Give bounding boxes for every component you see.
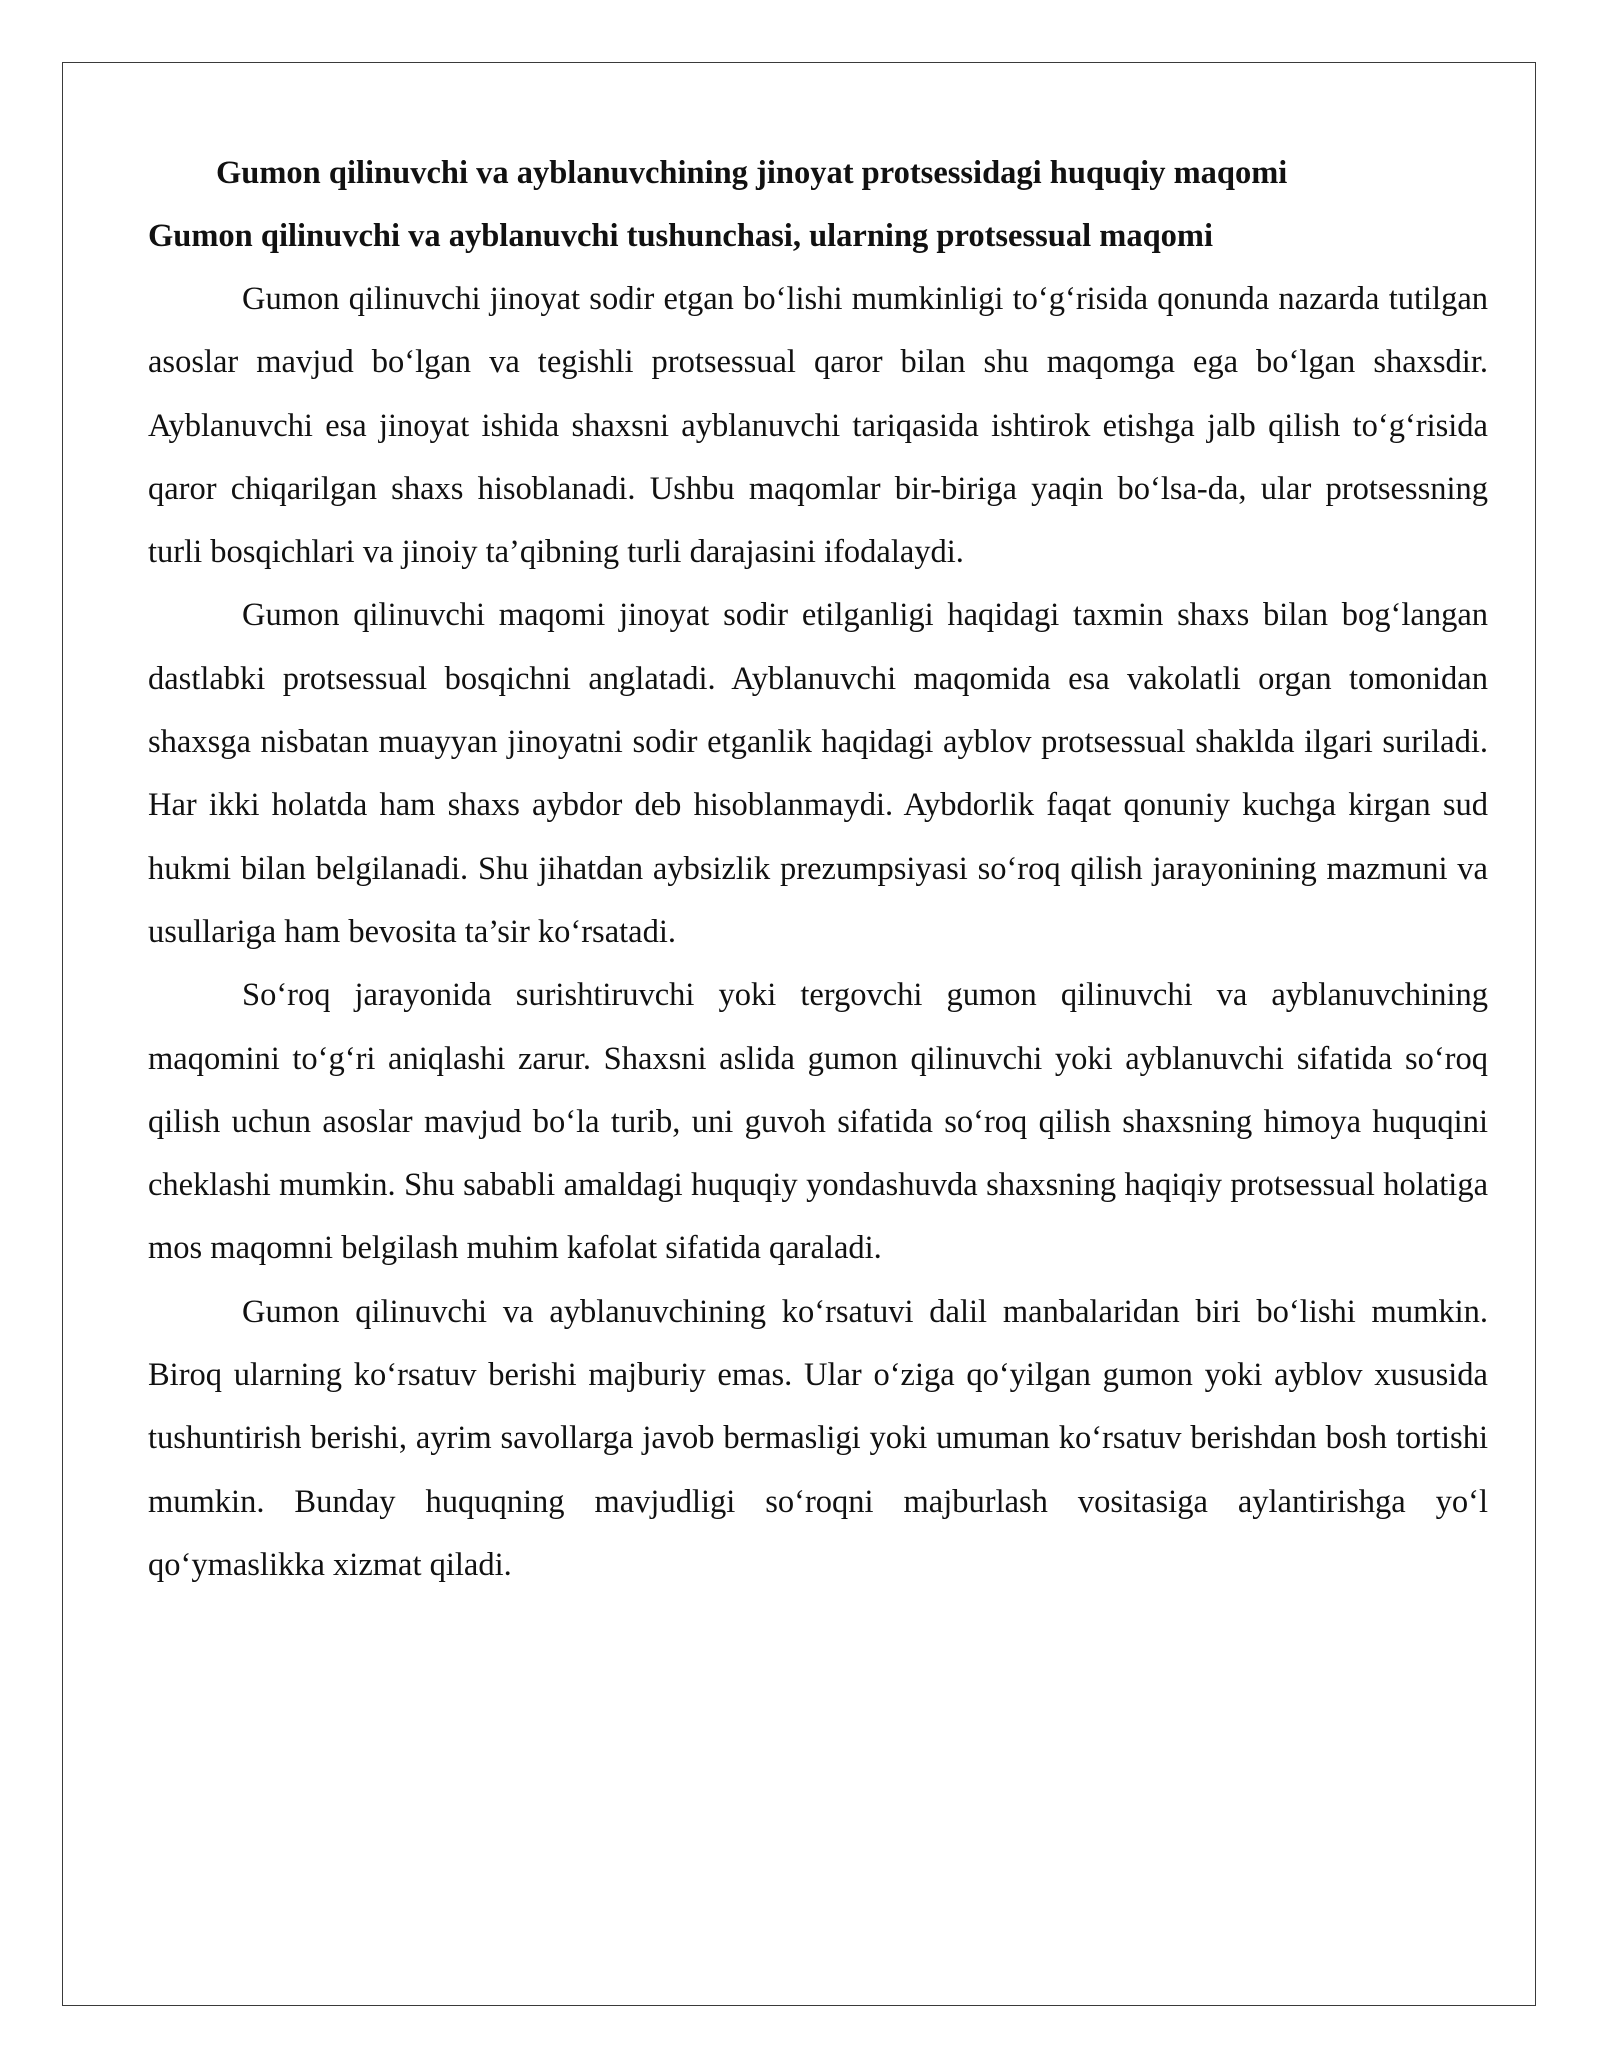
paragraph-2: Gumon qilinuvchi maqomi jinoyat sodir etilganligi haqidagi taxmin shaxs bilan bog‘langan dastlabki protsessual bosqichni anglatadi. Ayblanuvchi maqomida esa vakolatli organ tomonidan shaxsga nisbatan muayyan jinoyatni sodir etganlik haqidagi ayblov protsessual shaklda ilgari suriladi. Har ikki holatda ham shaxs aybdor deb hisoblanmaydi. Aybdorlik faqat qonuniy kuchga kirgan sud hukmi bilan belgilanadi. Shu jihatdan aybsizlik prezumpsiyasi so‘roq qilish jarayonining mazmuni va usullariga ham bevosita ta’sir ko‘rsatadi. [148,597,1488,950]
paragraph-1: Gumon qilinuvchi jinoyat sodir etgan bo‘lishi mumkinligi to‘g‘risida qonunda nazarda tutilgan asoslar mavjud bo‘lgan va tegishli protsessual qaror bilan shu maqomga ega bo‘lgan shaxsdir. Ayblanuvchi esa jinoyat ishida shaxsni ayblanuvchi tariqasida ishtirok etishga jalb qilish to‘g‘risida qaror chiqarilgan shaxs hisoblanadi. Ushbu maqomlar bir-biriga yaqin bo‘lsa-da, ular protsessning turli bosqichlari va jinoiy ta’qibning turli darajasini ifodalaydi. [148,281,1488,571]
document-body [148,142,1488,1597]
paragraph-4: Gumon qilinuvchi va ayblanuvchining ko‘rsatuvi dalil manbalaridan biri bo‘lishi mumkin. Biroq ularning ko‘rsatuv berishi majburiy emas. Ular o‘ziga qo‘yilgan gumon yoki ayblov xususida tushuntirish berishi, ayrim savollarga javob bermasligi yoki umuman ko‘rsatuv berishdan bosh tortishi mumkin. Bunday huquqning mavjudligi so‘roqni majburlash vositasiga aylantirishga yo‘l qo‘ymaslikka xizmat qiladi. [148,1293,1488,1583]
paragraph-3: So‘roq jarayonida surishtiruvchi yoki tergovchi gumon qilinuvchi va ayblanuvchining maqomini to‘g‘ri aniqlashi zarur. Shaxsni aslida gumon qilinuvchi yoki ayblanuvchi sifatida so‘roq qilish uchun asoslar mavjud bo‘la turib, uni guvoh sifatida so‘roq qilish shaxsning himoya huquqini cheklashi mumkin. Shu sababli amaldagi huquqiy yondashuvda shaxsning haqiqiy protsessual holatiga mos maqomni belgilash muhim kafolat sifatida qaraladi. [148,977,1488,1267]
section-heading: Gumon qilinuvchi va ayblanuvchi tushunchasi, ularning protsessual maqomi [148,218,1213,254]
document-title: Gumon qilinuvchi va ayblanuvchining jinoyat protsessidagi huquqiy maqomi [216,155,1288,191]
